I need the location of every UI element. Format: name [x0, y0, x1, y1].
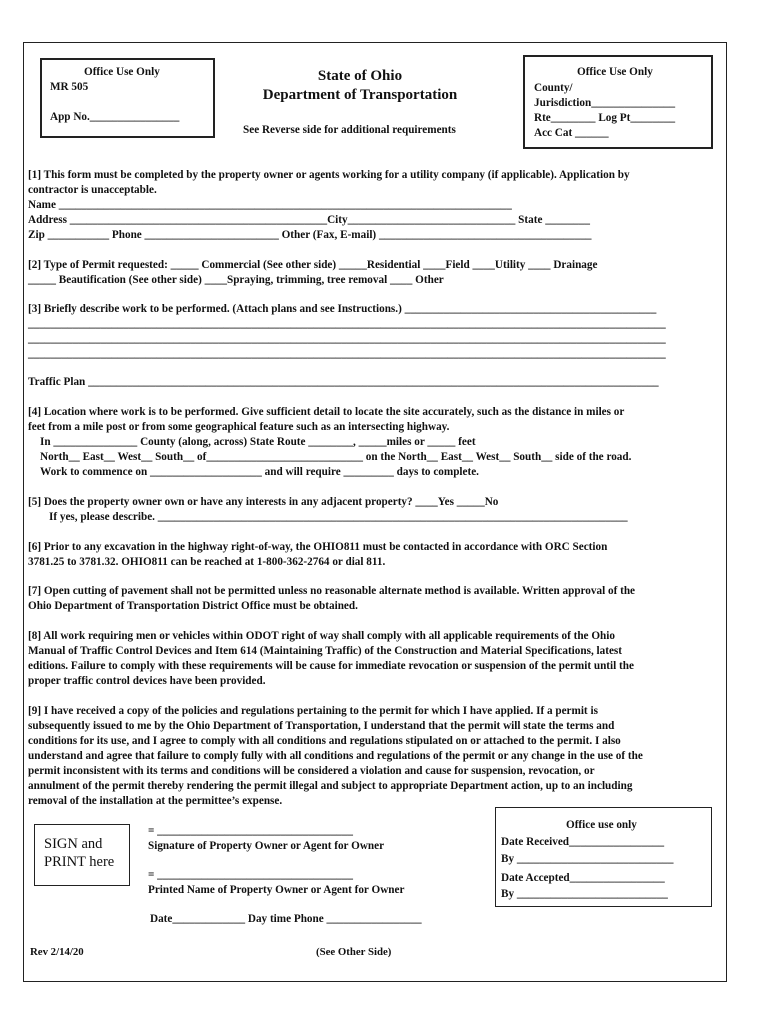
printed-name-label: Printed Name of Property Owner or Agent for Owner [148, 884, 405, 896]
jurisdiction-field[interactable]: Jurisdiction_______________ [534, 97, 676, 109]
pavement-cutting-notice: [7] Open cutting of pavement shall not be permitted unless no reasonable alternate method is available. Written approval of the [28, 585, 636, 597]
ohio811-notice-cont: 3781.25 to 3781.32. OHIO811 can be reached at 1-800-362-2764 or dial 811. [28, 556, 386, 568]
accepted-by-field[interactable]: By ___________________________ [501, 888, 668, 900]
date-accepted-field[interactable]: Date Accepted_________________ [501, 872, 665, 884]
form-number: MR 505 [50, 81, 89, 93]
agreement-text: removal of the installation at the permittee’s expense. [28, 795, 283, 807]
section-1 [28, 168, 722, 243]
agreement-text: permit inconsistent with its terms and conditions will be considered a violation and cause for suspension, revocation, or [28, 765, 595, 777]
work-description-field[interactable]: [3] Briefly describe work to be performed. (Attach plans and see Instructions.) _____________________________________________ [28, 303, 657, 315]
work-description-blank[interactable]: __________________________________________________________________________________________________________________ [28, 333, 666, 345]
printed-name-line[interactable]: = ___________________________________ [148, 869, 353, 881]
agreement-text: understand and agree that failure to comply fully with all conditions and regulations of the permit or any change in the use of the [28, 750, 643, 762]
date-received-field[interactable]: Date Received_________________ [501, 836, 665, 848]
section-7 [28, 584, 722, 614]
acc-cat-field[interactable]: Acc Cat ______ [534, 127, 609, 139]
direction-field[interactable]: North__ East__ West__ South__ of____________________________ on the North__ East__ West__ South__ side of the road. [40, 451, 632, 463]
section-9 [28, 704, 722, 809]
office-use-box-bottom [495, 807, 712, 907]
received-by-field[interactable]: By ____________________________ [501, 853, 674, 865]
traffic-control-notice: Manual of Traffic Control Devices and Item 614 (Maintaining Traffic) of the Construction and Material Specifications, latest [28, 645, 623, 657]
address-city-state-field[interactable]: Address ______________________________________________City______________________________ State ________ [28, 214, 590, 226]
work-description-blank[interactable]: __________________________________________________________________________________________________________________ [28, 348, 666, 360]
date-phone-field[interactable]: Date_____________ Day time Phone _________________ [150, 913, 422, 925]
office-use-title: Office Use Only [577, 66, 653, 78]
agreement-text: conditions for its use, and I agree to comply with all conditions and regulations stipulated on or attached to the permit. I also [28, 735, 621, 747]
office-use-box-left [40, 58, 215, 138]
state-title: State of Ohio [317, 68, 403, 84]
signature-label: Signature of Property Owner or Agent for Owner [148, 840, 385, 852]
adjacent-property-description[interactable]: If yes, please describe. ____________________________________________________________________________________ [49, 511, 628, 523]
work-schedule-field[interactable]: Work to commence on ____________________ and will require _________ days to complete. [40, 466, 479, 478]
section-1-instructions-cont: contractor is unacceptable. [28, 184, 157, 196]
print-here-label: PRINT here [44, 854, 115, 870]
traffic-control-notice: [8] All work requiring men or vehicles within ODOT right of way shall comply with all applicable requirements of the Ohio [28, 630, 615, 642]
county-label: County/ [534, 82, 573, 94]
route-logpoint-field[interactable]: Rte________ Log Pt________ [534, 112, 676, 124]
app-number-field[interactable]: App No.________________ [50, 111, 180, 123]
traffic-control-notice: proper traffic control devices have been provided. [28, 675, 266, 687]
office-use-box-right [523, 55, 713, 149]
work-description-blank[interactable]: __________________________________________________________________________________________________________________ [28, 318, 666, 330]
location-instructions-cont: feet from a mile post or from some geographical feature such as an intersecting highway. [28, 421, 450, 433]
section-1-instructions: [1] This form must be completed by the property owner or agents working for a utility company (if applicable). Application by [28, 169, 630, 181]
name-field[interactable]: Name _________________________________________________________________________________ [28, 199, 512, 211]
office-use-title: Office use only [566, 819, 637, 831]
section-3 [28, 302, 722, 362]
county-route-field[interactable]: In _______________ County (along, across) State Route ________, _____miles or _____ feet [40, 436, 476, 448]
permit-type-options[interactable]: [2] Type of Permit requested: _____ Commercial (See other side) _____Residential ____Field ____Utility ____ Drainage [28, 259, 598, 271]
agreement-text: subsequently issued to me by the Ohio Department of Transportation, I understand that the permit will state the terms and [28, 720, 615, 732]
sign-print-box [34, 824, 130, 886]
traffic-plan-field[interactable]: Traffic Plan ______________________________________________________________________________________________________ [28, 376, 659, 388]
adjacent-property-question[interactable]: [5] Does the property owner own or have any interests in any adjacent property? ____Yes _____No [28, 496, 499, 508]
section-4 [28, 405, 722, 480]
zip-phone-other-field[interactable]: Zip ___________ Phone ________________________ Other (Fax, E-mail) ______________________________________ [28, 229, 592, 241]
agreement-text: [9] I have received a copy of the policies and regulations pertaining to the permit for which I have applied. If a permit is [28, 705, 598, 717]
agreement-text: annulment of the permit thereby rendering the permit illegal and subject to appropriate Department action, up to an including [28, 780, 633, 792]
location-instructions: [4] Location where work is to be performed. Give sufficient detail to locate the site accurately, such as the distance in miles or [28, 406, 625, 418]
reverse-side-note: See Reverse side for additional requirements [243, 124, 456, 136]
traffic-control-notice: editions. Failure to comply with these requirements will be cause for immediate revocation or suspension of the permit until the [28, 660, 634, 672]
sign-label: SIGN and [44, 836, 103, 852]
section-8 [28, 629, 722, 689]
permit-type-options-cont[interactable]: _____ Beautification (See other side) ____Spraying, trimming, tree removal ____ Other [28, 274, 444, 286]
section-2 [28, 258, 722, 288]
section-6 [28, 540, 722, 570]
revision-date: Rev 2/14/20 [30, 946, 84, 958]
pavement-cutting-notice-cont: Ohio Department of Transportation District Office must be obtained. [28, 600, 358, 612]
section-5 [28, 495, 722, 525]
office-use-title: Office Use Only [84, 66, 160, 78]
see-other-side: (See Other Side) [316, 946, 392, 958]
department-title: Department of Transportation [262, 87, 458, 103]
ohio811-notice: [6] Prior to any excavation in the highway right-of-way, the OHIO811 must be contacted in accordance with ORC Section [28, 541, 608, 553]
signature-line[interactable]: = ___________________________________ [148, 825, 353, 837]
